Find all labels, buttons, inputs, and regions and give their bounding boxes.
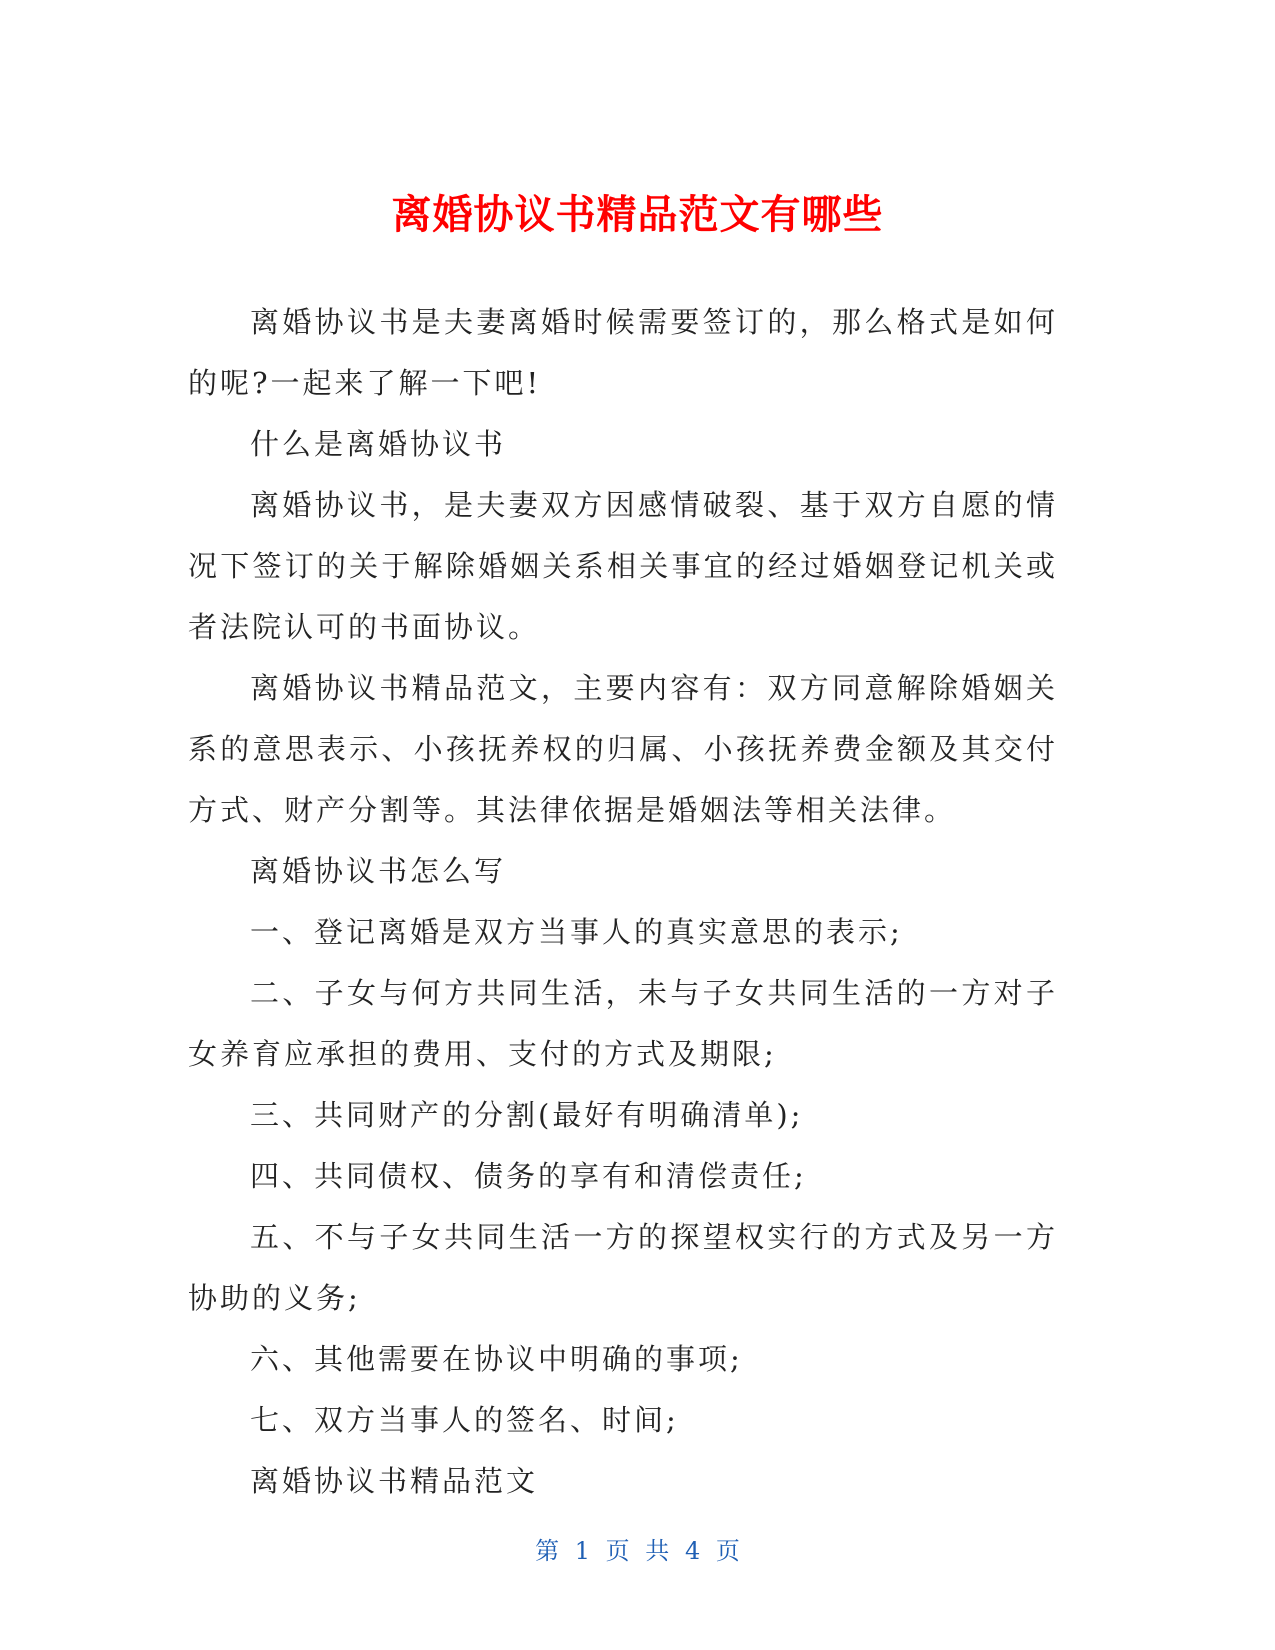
heading-what-is: 什么是离婚协议书 bbox=[250, 427, 507, 461]
list-item-2: 二、子女与何方共同生活，未与子女共同生活的一方对子女养育应承担的费用、支付的方式及期限; bbox=[188, 976, 1058, 1071]
list-item-6: 六、其他需要在协议中明确的事项; bbox=[250, 1342, 743, 1376]
page-footer: 第 1 页 共 4 页 bbox=[535, 1537, 740, 1565]
list-item-1: 一、登记离婚是双方当事人的真实意思的表示; bbox=[250, 915, 903, 949]
heading-sample: 离婚协议书精品范文 bbox=[250, 1464, 539, 1498]
list-item-4: 四、共同债权、债务的享有和清偿责任; bbox=[250, 1159, 807, 1193]
list-item-5: 五、不与子女共同生活一方的探望权实行的方式及另一方协助的义务; bbox=[188, 1220, 1058, 1315]
list-item-3: 三、共同财产的分割(最好有明确清单); bbox=[250, 1098, 804, 1132]
paragraph-content: 离婚协议书精品范文，主要内容有：双方同意解除婚姻关系的意思表示、小孩抚养权的归属、小孩抚养费金额及其交付方式、财产分割等。其法律依据是婚姻法等相关法律。 bbox=[188, 671, 1058, 827]
document-title: 离婚协议书精品范文有哪些 bbox=[391, 191, 884, 238]
list-item-7: 七、双方当事人的签名、时间; bbox=[250, 1403, 679, 1437]
paragraph-intro: 离婚协议书是夫妻离婚时候需要签订的，那么格式是如何的呢?一起来了解一下吧! bbox=[188, 305, 1058, 400]
paragraph-definition: 离婚协议书，是夫妻双方因感情破裂、基于双方自愿的情况下签订的关于解除婚姻关系相关事宜的经过婚姻登记机关或者法院认可的书面协议。 bbox=[188, 488, 1058, 644]
heading-how-to-write: 离婚协议书怎么写 bbox=[250, 854, 507, 888]
document-body bbox=[188, 292, 1058, 1512]
